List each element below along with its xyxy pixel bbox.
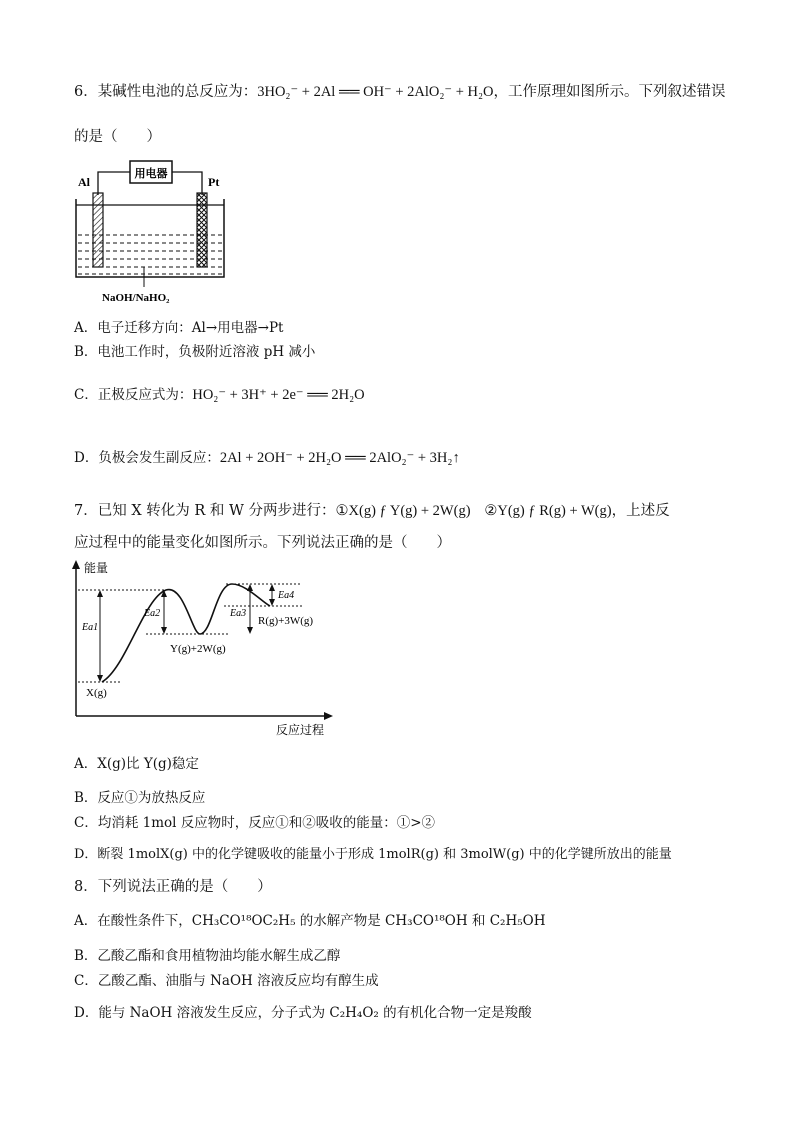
ea1-label: Ea1 <box>82 622 99 633</box>
q7-stem-suffix: ，上述反 <box>611 503 670 519</box>
q6-option-c-eq: HO₂⁻ + 3H⁺ + 2e⁻ ══ 2H₂O <box>192 387 365 403</box>
q7-stem-line1 <box>74 501 670 521</box>
state-y-label: Y(g)+2W(g) <box>170 643 226 655</box>
q7-option-a: A．X(g)比 Y(g)稳定 <box>74 756 199 772</box>
q6-option-d-prefix: D．负极会发生副反应： <box>74 450 220 466</box>
q8-option-a: A．在酸性条件下，CH₃CO¹⁸OC₂H₅ 的水解产物是 CH₃CO¹⁸OH 和 C₂H₅OH <box>74 913 546 929</box>
state-r-label: R(g)+3W(g) <box>258 615 314 627</box>
ea4-label: Ea4 <box>278 590 295 601</box>
q6-option-c-prefix: C．正极反应式为： <box>74 387 193 403</box>
device-label: 用电器 <box>134 168 168 180</box>
q8-stem: 8．下列说法正确的是（ ） <box>74 879 272 895</box>
ea2-label: Ea2 <box>144 608 161 619</box>
q8-option-b: B．乙酸乙酯和食用植物油均能水解生成乙醇 <box>74 948 341 964</box>
q6-option-d <box>74 448 460 468</box>
y-axis-label: 能量 <box>84 561 109 575</box>
q7-step2: ②Y(g) ƒ R(g) + W(g) <box>484 503 612 519</box>
pt-electrode <box>197 193 207 267</box>
al-electrode <box>93 193 103 267</box>
q6-equation: 3HO₂⁻ + 2Al ══ OH⁻ + 2AlO₂⁻ + H₂O <box>257 84 494 100</box>
q7-step1: ①X(g) ƒ Y(g) + 2W(g) <box>335 503 471 519</box>
q7-stem-line2: 应过程中的能量变化如图所示。下列说法正确的是（ ） <box>74 535 451 551</box>
q8-option-d: D．能与 NaOH 溶液发生反应，分子式为 C₂H₄O₂ 的有机化合物一定是羧酸 <box>74 1005 532 1021</box>
q6-option-d-eq: 2Al + 2OH⁻ + 2H₂O ══ 2AlO₂⁻ + 3H₂↑ <box>219 450 460 466</box>
q8-option-c: C．乙酸乙酯、油脂与 NaOH 溶液反应均有醇生成 <box>74 973 379 989</box>
q6-battery-figure <box>74 155 234 305</box>
q7-option-b: B．反应①为放热反应 <box>74 790 206 806</box>
q7-option-c: C．均消耗 1mol 反应物时，反应①和②吸收的能量：①>② <box>74 815 436 831</box>
q6-stem-suffix: ，工作原理如图所示。下列叙述错误 <box>493 84 726 100</box>
q7-stem-prefix: 7．已知 X 转化为 R 和 W 分两步进行： <box>74 503 336 519</box>
electrolyte-label: NaOH/NaHO₂ <box>102 292 170 304</box>
state-x-label: X(g) <box>86 687 107 699</box>
pt-label: Pt <box>208 175 220 189</box>
energy-curve <box>102 584 270 682</box>
q6-option-c <box>74 385 365 405</box>
x-axis-label: 反应过程 <box>276 723 325 737</box>
q6-option-a: A．电子迁移方向：Al→用电器→Pt <box>74 320 284 336</box>
q6-stem-prefix: 6．某碱性电池的总反应为： <box>74 84 258 100</box>
q7-energy-diagram <box>66 558 336 742</box>
al-label: Al <box>78 175 90 189</box>
q6-stem-line1 <box>74 82 726 102</box>
q6-option-b: B．电池工作时，负极附近溶液 pH 减小 <box>74 344 316 360</box>
ea3-label: Ea3 <box>230 608 247 619</box>
q7-option-d: D．断裂 1molX(g) 中的化学键吸收的能量小于形成 1molR(g) 和 3molW(g) 中的化学键所放出的能量 <box>74 847 672 862</box>
q6-stem-line2: 的是（ ） <box>74 129 161 145</box>
